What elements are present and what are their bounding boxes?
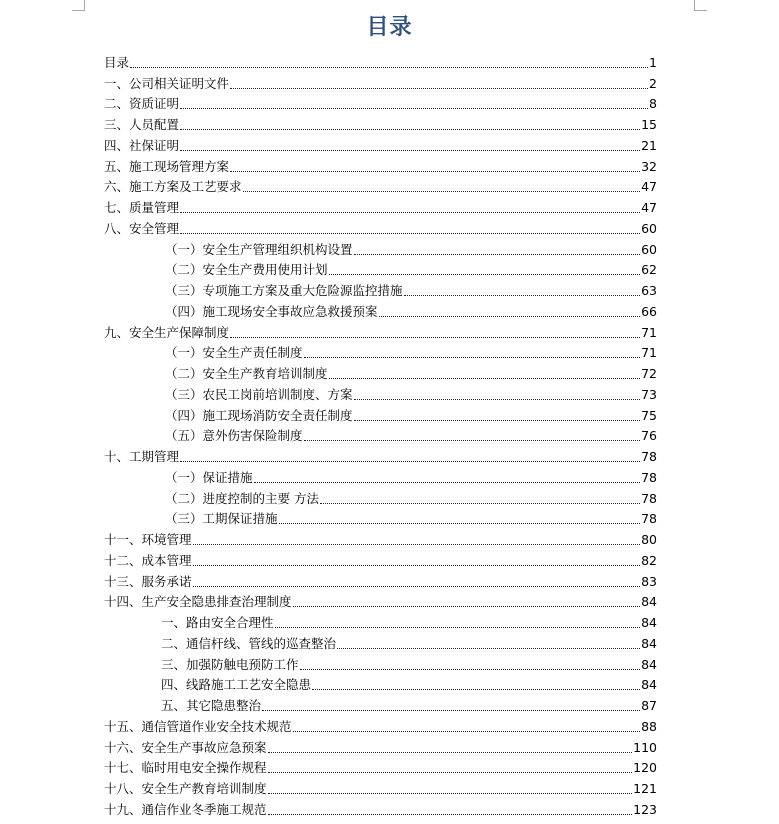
toc-entry-label: 五、施工现场管理方案 [104,158,230,174]
toc-entry-page-number: 32 [641,158,657,174]
toc-dot-leader [130,67,648,68]
toc-entry-label: （二）安全生产教育培训制度 [165,366,328,381]
toc-entry-page-number: 78 [641,511,657,527]
toc-entry-page-number: 71 [641,324,657,340]
toc-entry-label: （四）施工现场安全事故应急救援预案 [165,303,378,319]
toc-entry-page-number: 110 [633,739,657,755]
toc-dot-leader [193,544,641,545]
toc-entry-page-number: 84 [641,635,657,651]
toc-entry-label: 四、社保证明 [104,137,180,153]
toc-entry[interactable] [104,652,657,673]
toc-entry-label: 十九、通信作业冬季施工规范 [104,801,267,817]
toc-dot-leader [193,565,641,566]
toc-entry[interactable] [104,278,657,299]
toc-entry-label: （二）进度控制的主要 方法 [165,490,319,506]
toc-entry[interactable] [104,797,657,818]
toc-dot-leader [329,378,641,379]
toc-entry-page-number: 120 [633,760,657,776]
toc-entry[interactable] [104,756,657,777]
toc-entry-label: （三）工期保证措施 [165,511,278,527]
toc-entry-label: 十二、成本管理 [104,552,192,568]
toc-entry[interactable] [104,507,657,528]
table-of-contents [104,50,657,818]
toc-entry[interactable] [104,590,657,611]
toc-dot-leader [180,108,648,109]
toc-entry[interactable] [104,548,657,569]
toc-dot-leader [262,710,640,711]
toc-dot-leader [243,191,641,192]
toc-entry[interactable] [104,424,657,445]
toc-entry-page-number: 121 [633,781,657,796]
toc-entry-page-number: 66 [641,303,657,319]
toc-entry-label: （一）安全生产管理组织机构设置 [165,241,353,257]
toc-dot-leader [268,752,633,753]
toc-entry-page-number: 8 [649,96,657,112]
toc-entry[interactable] [104,735,657,756]
toc-dot-leader [354,254,641,255]
toc-dot-leader [304,357,641,358]
toc-entry[interactable] [104,527,657,548]
toc-dot-leader [312,689,640,690]
toc-entry[interactable] [104,486,657,507]
toc-entry-label: 二、通信杆线、管线的巡查整治 [161,635,337,651]
toc-entry[interactable] [104,92,657,113]
toc-entry-page-number: 75 [641,407,657,423]
toc-entry-label: 十五、通信管道作业安全技术规范 [104,718,292,734]
toc-entry[interactable] [104,693,657,714]
toc-entry-page-number: 47 [641,200,657,215]
toc-dot-leader [404,295,641,296]
toc-entry[interactable] [104,154,657,175]
toc-entry[interactable] [104,714,657,735]
toc-entry[interactable] [104,403,657,424]
toc-entry[interactable] [104,237,657,258]
toc-dot-leader [354,420,641,421]
toc-entry[interactable] [104,299,657,320]
toc-entry-label: 五、其它隐患整治 [161,698,262,713]
toc-entry-label: 八、安全管理 [104,220,180,236]
toc-entry-label: 目录 [104,54,130,70]
toc-entry-page-number: 73 [641,386,657,402]
toc-entry-page-number: 88 [641,718,657,734]
toc-entry-page-number: 1 [649,54,657,70]
toc-entry-page-number: 2 [649,75,657,91]
toc-dot-leader [230,337,640,338]
toc-entry-page-number: 78 [641,490,657,506]
toc-entry-page-number: 78 [641,449,657,464]
toc-entry-page-number: 60 [641,220,657,236]
toc-entry-label: （三）农民工岗前培训制度、方案 [165,386,353,402]
toc-entry-page-number: 123 [633,801,657,817]
toc-entry-label: 二、资质证明 [104,96,180,112]
toc-dot-leader [354,399,641,400]
toc-entry-page-number: 62 [641,262,657,278]
toc-entry-page-number: 15 [641,117,657,132]
toc-dot-leader [180,233,640,234]
toc-entry-page-number: 72 [641,366,657,381]
toc-dot-leader [230,88,648,89]
toc-entry-label: 十、工期管理 [104,449,180,464]
toc-entry[interactable] [104,320,657,341]
toc-entry-label: 四、线路施工工艺安全隐患 [161,677,312,693]
toc-entry-page-number: 78 [641,469,657,485]
toc-entry-label: 十七、临时用电安全操作规程 [104,760,267,776]
toc-entry[interactable] [104,569,657,590]
toc-entry[interactable] [104,133,657,154]
toc-entry-label: 十八、安全生产教育培训制度 [104,781,267,796]
toc-entry[interactable] [104,112,657,133]
toc-entry-label: 一、路由安全合理性 [161,615,274,630]
toc-entry[interactable] [104,361,657,382]
toc-entry-label: 七、质量管理 [104,200,180,215]
toc-dot-leader [180,150,640,151]
toc-entry-label: 三、人员配置 [104,117,180,132]
toc-entry-page-number: 82 [641,552,657,568]
toc-entry-label: 十四、生产安全隐患排查治理制度 [104,594,292,610]
toc-entry-label: 九、安全生产保障制度 [104,324,230,340]
toc-entry-page-number: 84 [641,656,657,672]
toc-dot-leader [180,212,640,213]
toc-entry-page-number: 84 [641,615,657,630]
toc-dot-leader [193,586,641,587]
toc-dot-leader [268,772,633,773]
toc-entry[interactable] [104,50,657,71]
toc-dot-leader [230,171,640,172]
toc-entry-page-number: 84 [641,594,657,610]
toc-entry-label: 十一、环境管理 [104,532,192,547]
toc-entry[interactable] [104,341,657,362]
toc-entry[interactable] [104,258,657,279]
toc-entry-page-number: 80 [641,532,657,547]
toc-entry[interactable] [104,195,657,216]
toc-dot-leader [268,793,633,794]
toc-dot-leader [304,440,641,441]
toc-entry-label: 十三、服务承诺 [104,573,192,589]
toc-entry-page-number: 63 [641,283,657,298]
toc-entry-label: （四）施工现场消防安全责任制度 [165,407,353,423]
toc-dot-leader [180,461,640,462]
toc-entry-page-number: 21 [641,137,657,153]
toc-entry[interactable] [104,382,657,403]
toc-entry-label: （一）安全生产责任制度 [165,345,303,361]
toc-entry[interactable] [104,673,657,694]
toc-entry[interactable] [104,631,657,652]
toc-dot-leader [180,129,640,130]
toc-dot-leader [300,669,641,670]
toc-entry-label: （一）保证措施 [165,469,253,485]
toc-dot-leader [293,731,641,732]
toc-entry-page-number: 84 [641,677,657,693]
toc-entry-page-number: 71 [641,345,657,361]
toc-dot-leader [254,482,641,483]
toc-entry[interactable] [104,465,657,486]
toc-dot-leader [293,606,641,607]
toc-dot-leader [379,316,641,317]
toc-entry-label: 一、公司相关证明文件 [104,75,230,91]
toc-dot-leader [320,503,640,504]
toc-dot-leader [329,274,641,275]
toc-dot-leader [279,523,641,524]
toc-entry-page-number: 87 [641,698,657,713]
toc-entry-label: 十六、安全生产事故应急预案 [104,739,267,755]
toc-entry[interactable] [104,175,657,196]
toc-entry-label: 六、施工方案及工艺要求 [104,179,242,195]
toc-entry-page-number: 76 [641,428,657,444]
toc-entry-label: （二）安全生产费用使用计划 [165,262,328,278]
toc-entry[interactable] [104,216,657,237]
toc-entry-page-number: 47 [641,179,657,195]
toc-entry[interactable] [104,71,657,92]
toc-dot-leader [275,627,641,628]
toc-entry[interactable] [104,610,657,631]
toc-entry-page-number: 60 [641,241,657,257]
toc-title: 目录 [366,15,413,40]
toc-entry-label: （三）专项施工方案及重大危险源监控措施 [165,283,403,298]
toc-dot-leader [337,648,640,649]
toc-dot-leader [268,814,633,815]
toc-entry[interactable] [104,776,657,797]
toc-entry[interactable] [104,444,657,465]
toc-entry-label: 三、加强防触电预防工作 [161,656,299,672]
toc-entry-label: （五）意外伤害保险制度 [165,428,303,444]
toc-entry-page-number: 83 [641,573,657,589]
